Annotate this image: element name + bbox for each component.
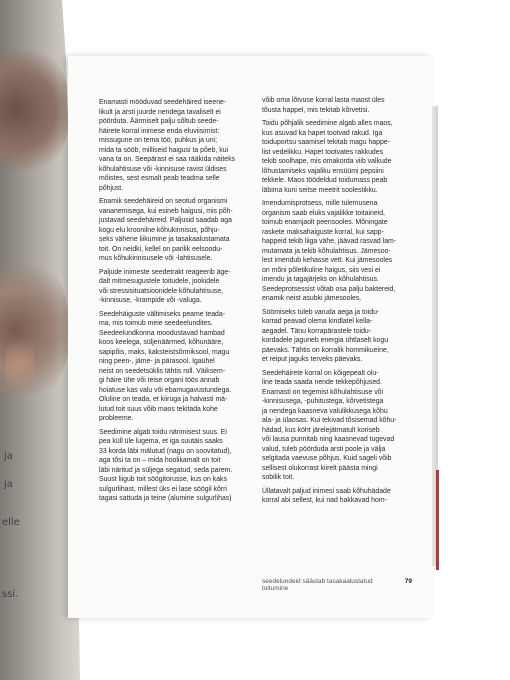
left-page-fragment: ssi.	[2, 589, 19, 600]
paragraph: Paljude inimeste seedetrakt reageerib äge- dalt mitmesugustele toitudele, jookidele või stressisituatsioonidele kõhulahtisuse, -kinnisuse, -krampide või -valuga.	[99, 268, 231, 304]
left-page-fragment: elle	[2, 517, 20, 528]
paragraph: Enamasti mööduvad seedehäired iseene- likult ja arsti juurde nendega tavaliselt ei pöörduta. Äärmiselt palju sõltub seede- häirete korral inimese enda eluviisimist: missugune on tema töö, puhkus ja uni; mida ta sööb, milliseid haigusi ta põeb, kui vana ta on. Seepärast ei saa rääkida näiteks kõhulahtisuse või -kinnisuse ravist üldises mõistes, sest esmalt peab teadma selle põhjust.	[99, 99, 235, 192]
photo-detail	[0, 40, 70, 180]
book-cover-edge	[436, 470, 439, 570]
paragraph: Söömiseks tuleb varuda aega ja toidu- korrad peavad olema kindlatel kella- aegadel. Tänu korrapärastele toidu- kordadele jaguneb energia ühtlaselt kogu päevaks. Tähtis on korralik hommikueine, et reiput jaguks terveks päevaks.	[262, 308, 389, 363]
paragraph: Seedimine algab toidu närimisest suus. Ei pea küll üle lugema, et iga suutäis saaks 33 korda läbi mälutud (nagu on soovitatud), aga tõsi ta on – mida hoolikamalt on toit läbi näritud ja süljega segatud, seda parem. Suust liigub toit söögitorusse, kus on kaks sulgurlihast, millest üks ei lase söögil kõrri tagasi sattuda ja teine (alumine sulgurlihas)	[99, 428, 233, 502]
left-page-fragment: ja	[4, 451, 13, 462]
running-title: seedelundeid säästab tasakaalustatud toitumine	[262, 578, 373, 592]
text-column-right	[262, 96, 422, 510]
left-page-fragment: ja	[4, 479, 13, 490]
paragraph: Imendumisprotsess, mille tulemusena organism saab eluks vajalikke toitaineid, toimub enamjaolt peensooles. Mõningate raskete maksahaiguste korral, kui sapp- happeid tekib liiga vähe, jäävad rasvad lam- mutamata ja tekib kõhulahtisus. Jämesoo- lest imendub kehasse vett. Kui jämesooles on mõni põletikuline haigus, siis vesi ei imendu ja tagajärjeks on kõhulahtisus. Seedeprotsessist võtab osa palju baktereid, enamik neist asubki jämesooles.	[262, 200, 397, 302]
page-footer	[262, 578, 412, 592]
page-number: 79	[404, 578, 412, 585]
paragraph: Seedehäirete korral on kõigepealt olu- line teada saada nende tekkepõhjused. Enamasti on tegemist kõhulahtisuse või -kinnisusega, -puhitustega, kõrvetistega ja nendega kaasneva valulikkusega kõhu ala- ja ülaosas. Kui tekivad tõsisemad kõhu- hädad, kus köht järelejätmatult koriseb või lausa punnitab ning kaasnevad tugevad valud, tuleb pöörduda arsti poole ja välja selgitada vaevuse põhjus. Kuid sageli võib sellisest olukorrast kiirelt päästa mingi sobilik toit.	[262, 369, 397, 481]
paragraph: Seedehäiguste vältimiseks peame teada- ma, mis toimub meie seedeelundites. Seedeelundkonna moodustavad hambad koos keelega, süljenäärmed, kõhunääre, sapipõis, maks, kaksteistsõrmiksool, magu ning peen-, jäme- ja pärasool. Igaühel neist on seedetsüklis tähtis roll. Väiksem- gi häire ühe või teise organi töös annab hoiatuse kas valu või ebamugavustundega. Oluline on teada, et kiiruga ja halvasti mä- lutud toit suus võib maos tekitada kohe probleeme.	[99, 310, 232, 422]
paragraph: Toidu põhjalik seedimine algab alles maos, kus asuvad ka hapet tootvad rakud. Iga toiduportsu saamisel tekitab magu happe- list vedelikku. Hapet tootvates rakkudes tekib soolhape, mis omakorda viib valkude lõhustamiseks vajaliku ensüümi pepsiini tekkele. Maos töödeldud toidumass peab läbima kuni seitse meetrit soolestikku.	[262, 120, 393, 194]
paragraph: Enamik seedehäireid on seotud organismi vananemisega, kui esineb haigusi, mis põh- justavad seedehäireid. Paljusid saadab aga kogu elu kroonilne kõhukinnisus, põhju- seks vähene liikumine ja tasakaalustamata toit. On neidki, kellel on parilik eelsoodu- mus kõhukinnisusele või -lahtisusele.	[99, 198, 233, 262]
paragraph: Üllatavalt paljud inimesi saab kõhuhädade korral abi sellest, kui nad hakkavad hom-	[262, 487, 391, 504]
photo-detail	[5, 330, 35, 400]
text-column-left	[99, 98, 259, 508]
paragraph: võib oma lõtvuse korral lasta maost üles tõusta happel, mis tekitab kõrvetisi.	[262, 97, 385, 114]
